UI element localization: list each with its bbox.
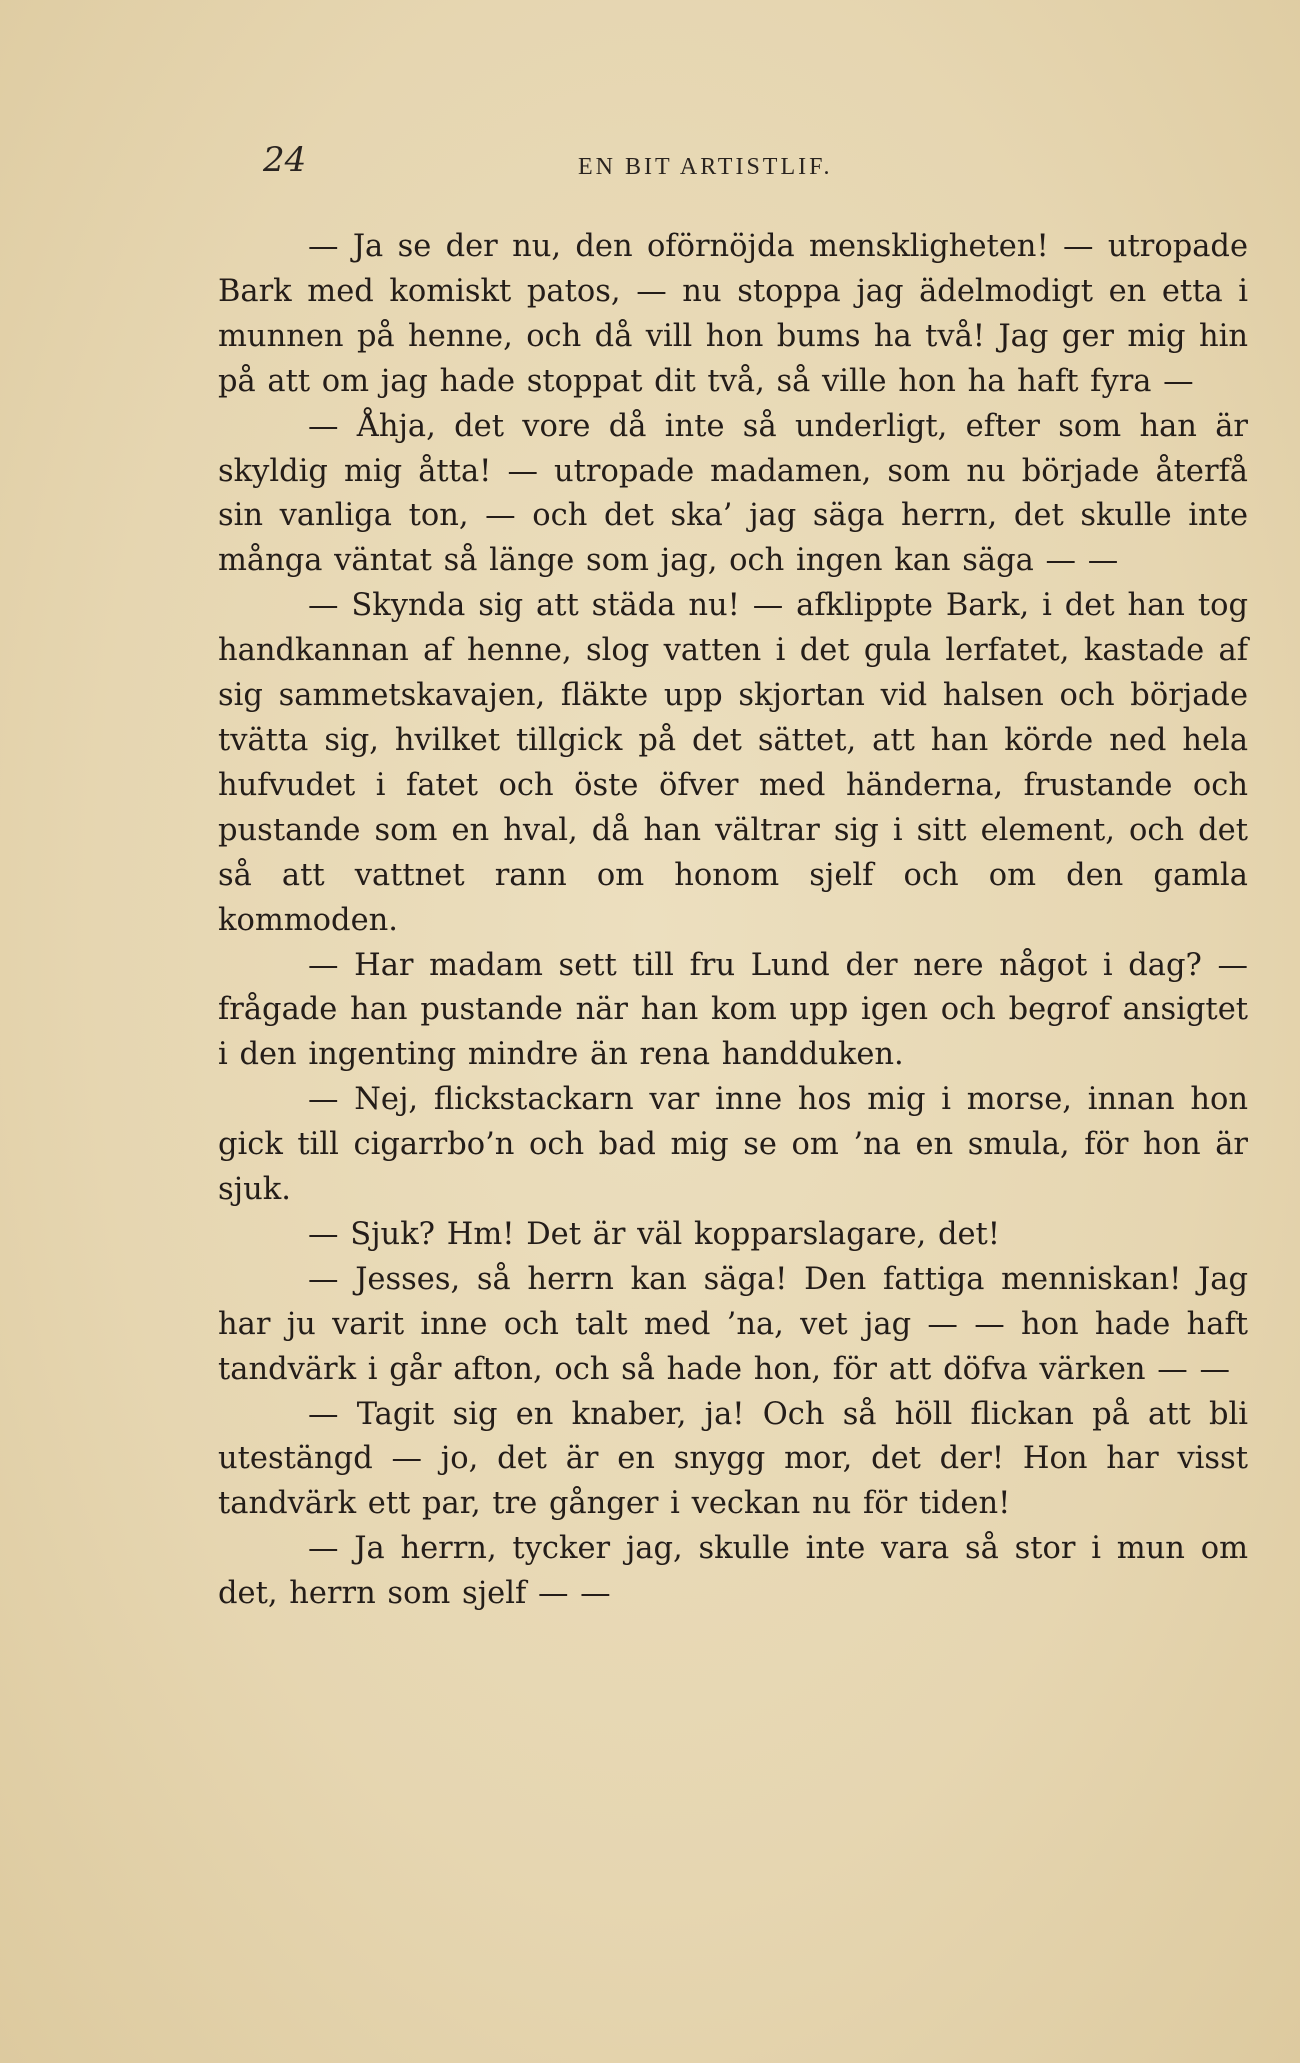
running-title: EN BIT ARTISTLIF. — [578, 154, 833, 180]
paragraph: — Sjuk? Hm! Det är väl kopparslagare, det! — [308, 1216, 1001, 1252]
page-header — [0, 140, 1300, 190]
paragraph: — Har madam sett till fru Lund der nere något i dag? — frågade han pustande när han kom upp igen och begrof ansigtet i den ingenting mindre än rena handduken. — [218, 947, 1248, 1073]
paragraph: — Ja herrn, tycker jag, skulle inte vara så stor i mun om det, herrn som sjelf — — — [218, 1531, 1248, 1612]
paragraph: — Åhja, det vore då inte så underligt, efter som han är skyldig mig åtta! — utropade madamen, som nu började återfå sin vanliga ton, — och det ska’ jag säga herrn, det skulle inte många väntat så länge som jag, och ingen kan säga — — — [218, 408, 1248, 579]
paragraph: — Ja se der nu, den oförnöjda menskligheten! — utropade Bark med komiskt patos, — nu stoppa jag ädelmodigt en etta i munnen på henne, och då vill hon bums ha två! Jag ger mig hin på att om jag hade stoppat dit två, så ville hon ha haft fyra — — [218, 229, 1248, 399]
paragraph: — Skynda sig att städa nu! — afklippte Bark, i det han tog handkannan af henne, slog vatten i det gula lerfatet, kastade af sig sammetskavajen, fläkte upp skjortan vid halsen och började tvätta sig, hvilket tillgick på det sättet, att han körde ned hela hufvudet i fatet och öste öfver med händerna, frustande och pustande som en hval, då han vältrar sig i sitt element, och det så att vattnet rann om honom sjelf och om den gamla kommoden. — [218, 588, 1248, 938]
page-number: 24 — [263, 140, 307, 180]
paragraph: — Tagit sig en knaber, ja! Och så höll flickan på att bli utestängd — jo, det är en snygg mor, det der! Hon har visst tandvärk ett par, tre gånger i veckan nu för tiden! — [218, 1396, 1248, 1522]
body-text — [218, 225, 1248, 1617]
paragraph: — Jesses, så herrn kan säga! Den fattiga menniskan! Jag har ju varit inne och talt med ’na, vet jag — — hon hade haft tandvärk i går afton, och så hade hon, för att döfva värken — — — [218, 1261, 1248, 1387]
paragraph: — Nej, flickstackarn var inne hos mig i morse, innan hon gick till cigarrbo’n och bad mig se om ’na en smula, för hon är sjuk. — [218, 1082, 1248, 1208]
